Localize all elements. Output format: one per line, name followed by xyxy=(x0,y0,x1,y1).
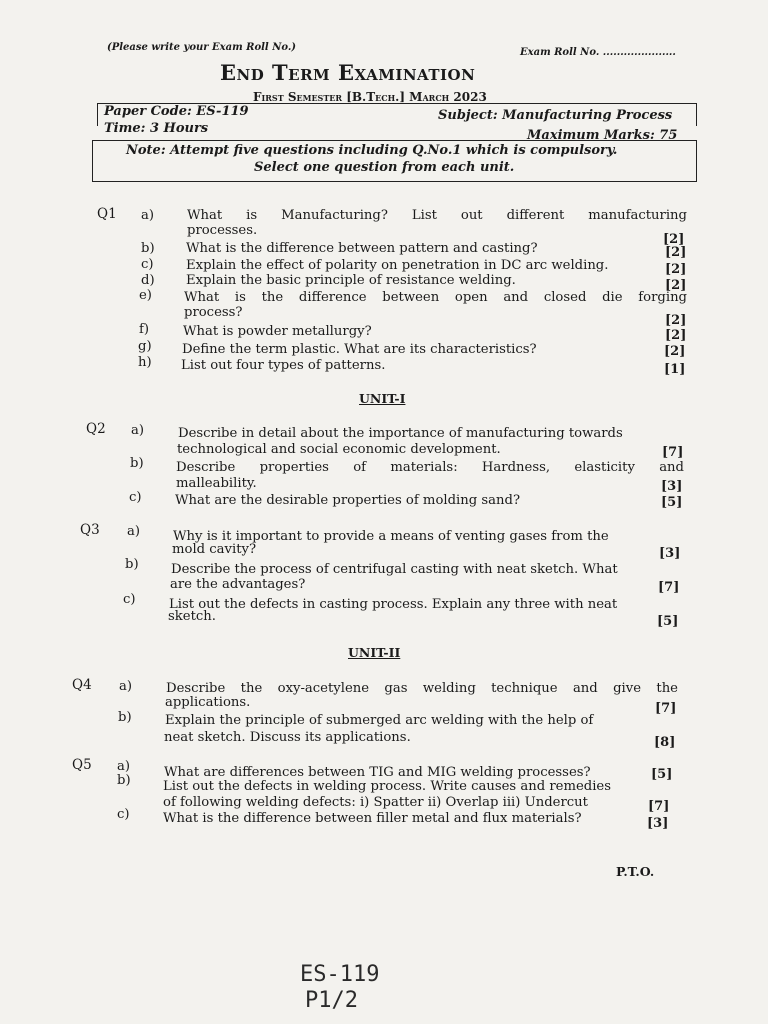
marks: [5] xyxy=(657,614,679,629)
question-number: Q2 xyxy=(86,421,106,437)
question-text: Explain the principle of submerged arc welding with the help of xyxy=(165,713,594,728)
question-text: What is the difference between open and closed die forging xyxy=(184,290,687,305)
part-label: c) xyxy=(123,592,136,607)
part-label: a) xyxy=(117,759,131,774)
question-text: neat sketch. Discuss its applications. xyxy=(164,730,411,745)
maximum-marks: Maximum Marks: 75 xyxy=(527,128,678,143)
exam-subtitle: First Semester [B.Tech.] March 2023 xyxy=(253,90,487,104)
question-number: Q1 xyxy=(97,206,117,222)
marks: [2] xyxy=(665,262,687,277)
exam-title: End Term Examination xyxy=(220,60,476,85)
question-text: List out the defects in welding process. Write causes and remedies xyxy=(163,779,612,794)
subject: Subject: Manufacturing Process xyxy=(438,108,673,123)
unit-heading: UNIT-I xyxy=(359,391,406,406)
question-text: malleability. xyxy=(176,476,257,491)
part-label: c) xyxy=(129,490,142,505)
handwritten-paper-code: ES-119 xyxy=(300,962,380,987)
marks: [7] xyxy=(655,701,677,716)
question-text: Why is it important to provide a means of venting gases from the xyxy=(173,529,609,544)
question-text: What is the difference between filler metal and flux materials? xyxy=(163,811,582,826)
part-label: a) xyxy=(127,524,141,539)
roll-number-instruction: (Please write your Exam Roll No.) xyxy=(107,42,297,53)
part-label: b) xyxy=(130,456,144,471)
marks: [2] xyxy=(663,232,685,247)
question-text: What is powder metallurgy? xyxy=(183,324,372,339)
part-label: a) xyxy=(141,208,155,223)
unit-heading: UNIT-II xyxy=(348,645,401,660)
marks: [7] xyxy=(658,580,680,595)
part-label: b) xyxy=(141,241,155,256)
question-text: What are differences between TIG and MIG welding processes? xyxy=(164,765,591,780)
part-label: c) xyxy=(117,807,130,822)
part-label: g) xyxy=(138,339,152,354)
question-text: Explain the effect of polarity on penetration in DC arc welding. xyxy=(186,258,609,273)
marks: [2] xyxy=(664,344,686,359)
part-label: a) xyxy=(131,423,145,438)
question-text: Describe properties of materials: Hardness, elasticity and xyxy=(176,460,684,475)
marks: [2] xyxy=(665,313,687,328)
question-text: process? xyxy=(184,305,243,320)
roll-number-label: Exam Roll No. ..................... xyxy=(520,47,676,58)
question-text: technological and social economic development. xyxy=(177,442,501,457)
instructions-line2: Select one question from each unit. xyxy=(254,160,515,175)
marks: [3] xyxy=(659,546,681,561)
question-text: Describe in detail about the importance of manufacturing towards xyxy=(178,426,623,441)
question-text: Describe the process of centrifugal casting with neat sketch. What xyxy=(171,562,618,577)
handwritten-page-number: P1/2 xyxy=(305,988,358,1013)
question-text: Define the term plastic. What are its characteristics? xyxy=(182,342,537,357)
marks: [7] xyxy=(662,445,684,460)
question-number: Q4 xyxy=(72,677,92,693)
page-turn-note: P.T.O. xyxy=(616,864,655,879)
question-number: Q5 xyxy=(72,757,92,773)
question-text: processes. xyxy=(187,223,258,238)
question-text: mold cavity? xyxy=(172,542,257,557)
part-label: d) xyxy=(141,273,155,288)
marks: [5] xyxy=(651,767,673,782)
part-label: b) xyxy=(117,773,131,788)
question-text: sketch. xyxy=(168,609,216,624)
part-label: b) xyxy=(118,710,132,725)
marks: [7] xyxy=(648,799,670,814)
question-text: are the advantages? xyxy=(170,577,306,592)
marks: [2] xyxy=(665,278,687,293)
question-text: Describe the oxy-acetylene gas welding technique and give the xyxy=(166,681,678,696)
part-label: f) xyxy=(139,322,150,337)
marks: [2] xyxy=(665,245,687,260)
marks: [2] xyxy=(665,328,687,343)
marks: [3] xyxy=(661,479,683,494)
part-label: c) xyxy=(141,257,154,272)
question-text: List out four types of patterns. xyxy=(181,358,386,373)
instructions-line1: Note: Attempt five questions including Q.No.1 which is compulsory. xyxy=(126,143,618,158)
question-number: Q3 xyxy=(80,522,100,538)
question-text: What is the difference between pattern and casting? xyxy=(186,241,538,256)
paper-code: Paper Code: ES-119 xyxy=(104,104,249,119)
question-text: What is Manufacturing? List out different manufacturing xyxy=(187,208,687,223)
question-text: List out the defects in casting process. Explain any three with neat xyxy=(169,597,618,612)
marks: [3] xyxy=(647,816,669,831)
marks: [1] xyxy=(664,362,686,377)
part-label: e) xyxy=(139,288,152,303)
part-label: a) xyxy=(119,679,133,694)
question-text: of following welding defects: i) Spatter ii) Overlap iii) Undercut xyxy=(163,795,588,810)
part-label: h) xyxy=(138,355,152,370)
marks: [8] xyxy=(654,735,676,750)
marks: [5] xyxy=(661,495,683,510)
question-text: What are the desirable properties of molding sand? xyxy=(175,493,521,508)
question-text: applications. xyxy=(165,695,251,710)
part-label: b) xyxy=(125,557,139,572)
question-text: Explain the basic principle of resistance welding. xyxy=(186,273,516,288)
exam-time: Time: 3 Hours xyxy=(104,121,209,136)
